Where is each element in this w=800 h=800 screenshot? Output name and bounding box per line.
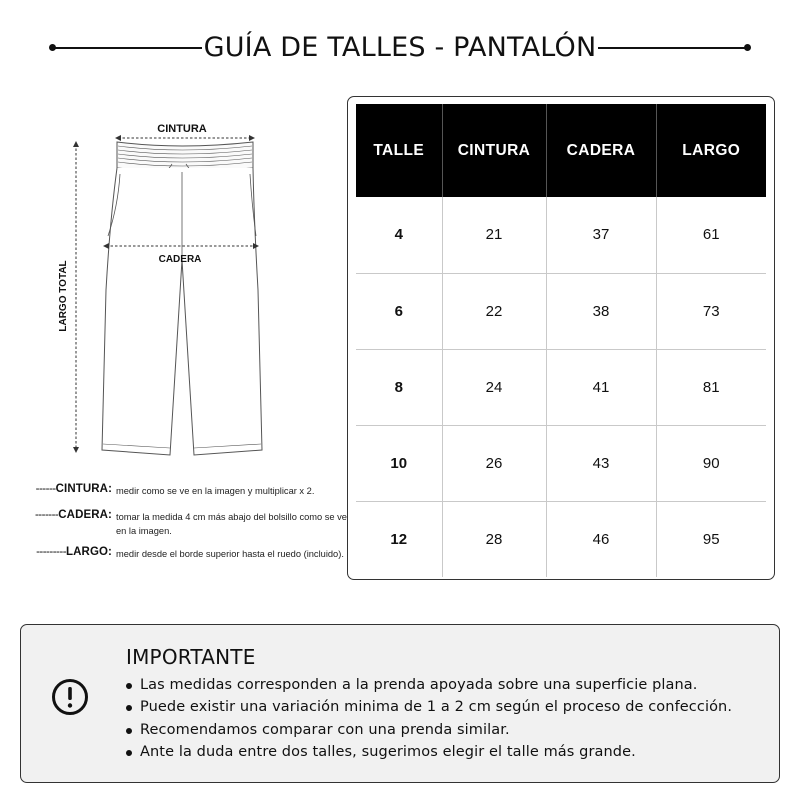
header-cadera: CADERA: [546, 104, 656, 197]
table-row: [356, 273, 766, 349]
header-cintura: CINTURA: [442, 104, 546, 197]
cell-talle: 6: [356, 273, 442, 349]
cell-cintura: 26: [442, 425, 546, 501]
legend-desc: medir como se ve en la imagen y multiplicar x 2.: [116, 486, 315, 496]
legend-desc: tomar la medida 4 cm más abajo del bolsillo como se ve en la imagen.: [116, 512, 347, 536]
size-table: [356, 104, 766, 577]
cell-cadera: 37: [546, 197, 656, 273]
list-item: Ante la duda entre dos talles, sugerimos elegir el talle más grande.: [124, 741, 774, 763]
cell-cadera: 46: [546, 501, 656, 577]
header-largo: LARGO: [656, 104, 766, 197]
cell-talle: 10: [356, 425, 442, 501]
title-line-right: [598, 47, 748, 49]
cell-cintura: 24: [442, 349, 546, 425]
cell-largo: 73: [656, 273, 766, 349]
pants-icon: [0, 110, 345, 465]
table-header-row: [356, 104, 766, 197]
legend-dash: ---------: [36, 546, 67, 558]
cell-cintura: 22: [442, 273, 546, 349]
cell-cintura: 21: [442, 197, 546, 273]
cell-talle: 8: [356, 349, 442, 425]
cell-largo: 95: [702, 530, 720, 548]
list-item: Recomendamos comparar con una prenda similar.: [124, 719, 774, 741]
legend-dash: -------: [34, 509, 59, 521]
title-row: [0, 28, 800, 68]
cell-cadera: 41: [546, 349, 656, 425]
list-item: Las medidas corresponden a la prenda apoyada sobre una superficie plana.: [124, 674, 774, 696]
legend-desc: medir desde el borde superior hasta el ruedo (incluido).: [116, 549, 344, 559]
exclamation-circle-icon: [51, 678, 89, 716]
table-row: [356, 501, 766, 577]
important-list: [124, 674, 774, 764]
list-item: Puede existir una variación minima de 1 a 2 cm según el proceso de confección.: [124, 696, 774, 718]
cell-talle: 12: [356, 501, 442, 577]
cell-cadera: 43: [546, 425, 656, 501]
label-cadera: CADERA: [158, 254, 202, 265]
cell-largo: 81: [656, 349, 766, 425]
label-largo-total: LARGO TOTAL: [58, 260, 69, 332]
legend-key: CADERA:: [58, 509, 112, 521]
table-row: [356, 197, 766, 273]
cell-largo: 61: [656, 197, 766, 273]
table-row: [356, 425, 766, 501]
legend-key: LARGO:: [66, 546, 112, 558]
cell-talle: 4: [356, 197, 442, 273]
cell-cadera: 38: [546, 273, 656, 349]
legend-key: CINTURA:: [55, 483, 112, 495]
legend-dash: ------: [35, 483, 56, 495]
title-line-left: [52, 47, 202, 49]
cell-cintura: 28: [442, 501, 546, 577]
header-talle: TALLE: [356, 104, 442, 197]
cell-largo: 90: [656, 425, 766, 501]
table-row: [356, 349, 766, 425]
important-title: IMPORTANTE: [126, 645, 256, 669]
label-cintura: CINTURA: [157, 123, 207, 135]
title-dot-right: [744, 44, 751, 51]
page-title: GUÍA DE TALLES - PANTALÓN: [203, 32, 597, 63]
